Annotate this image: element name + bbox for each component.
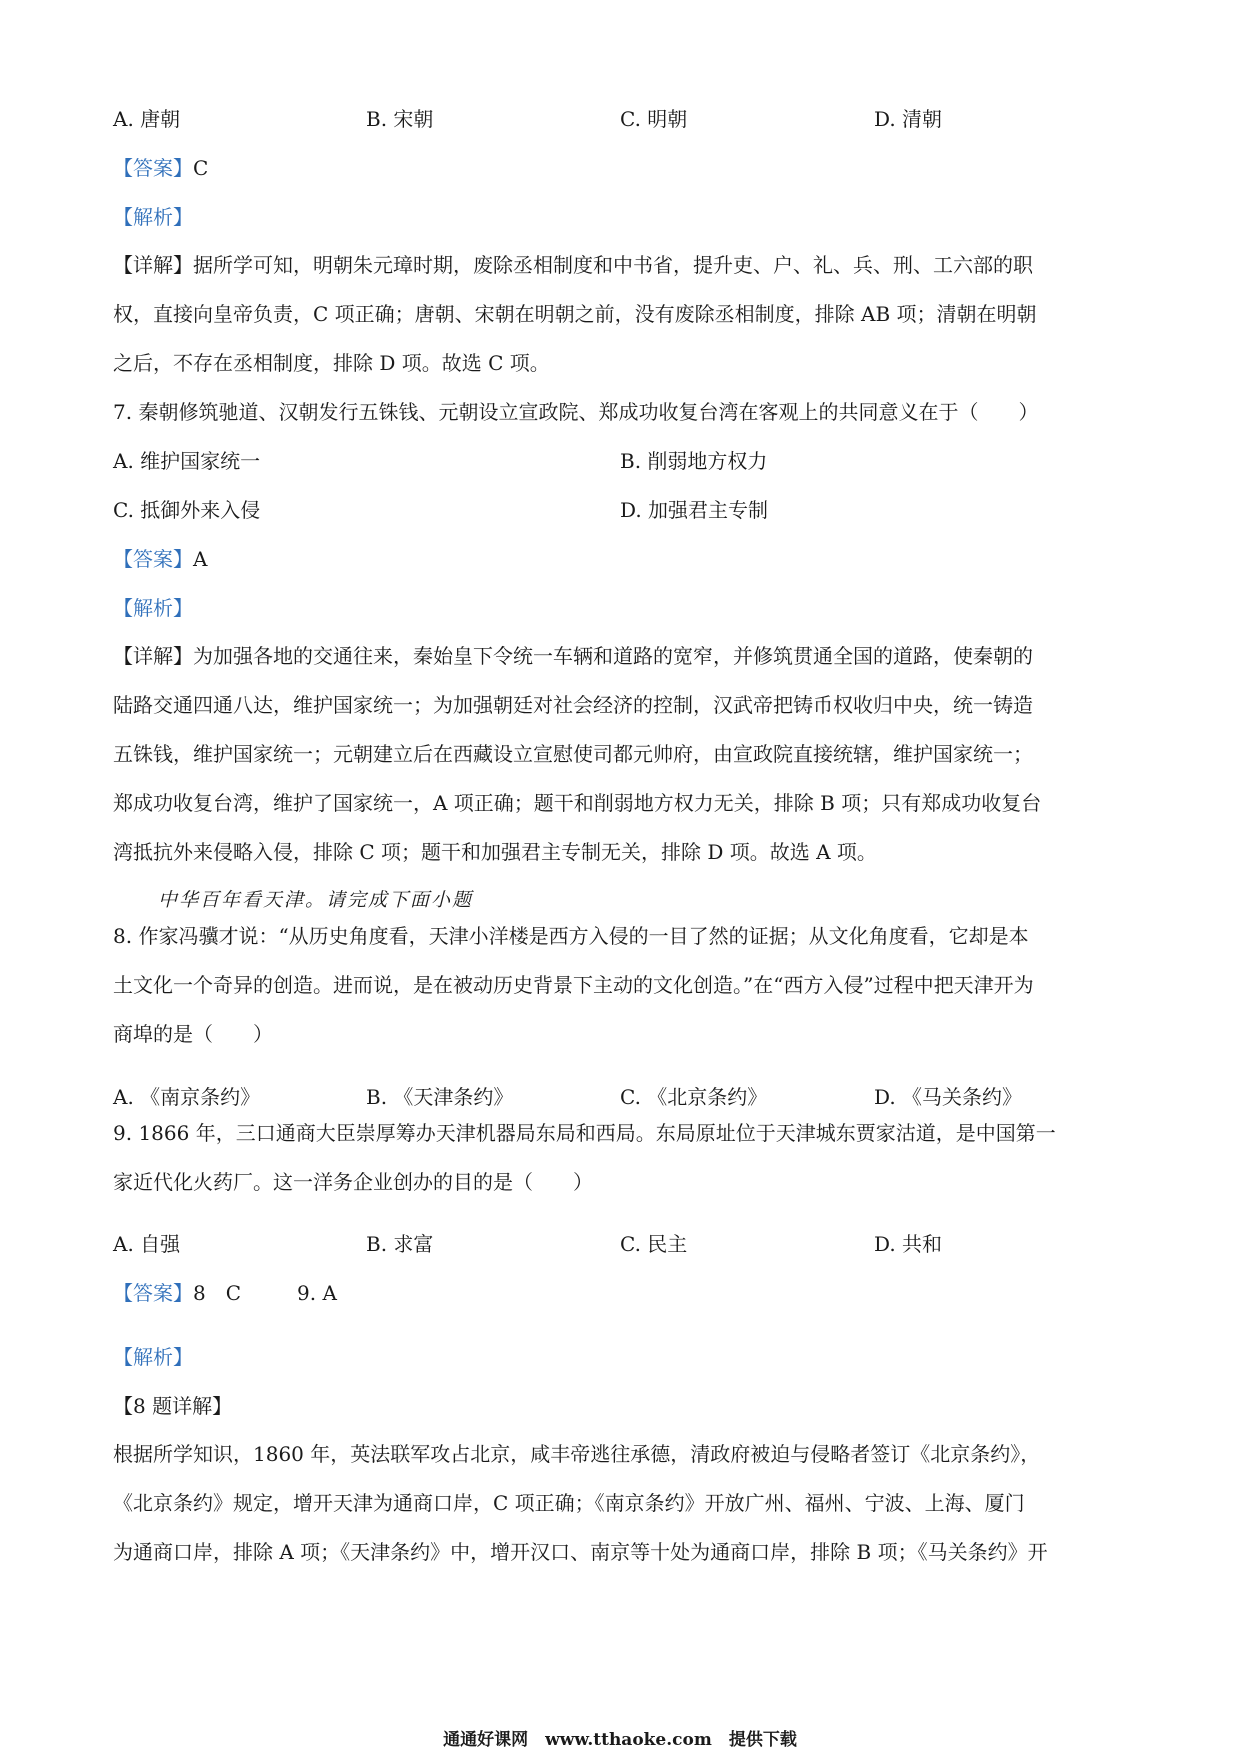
- detail-line: [113, 632, 1125, 681]
- stem-line: 土文化一个奇异的创造。进而说，是在被动历史背景下主动的文化创造。”在“西方入侵”过程中把天津开为: [113, 973, 1034, 997]
- q9-option-d: D. 共和: [874, 1232, 943, 1256]
- q7-detail: [113, 632, 1125, 877]
- answer-8: 8 C: [193, 1281, 242, 1305]
- q9-stem: [113, 1109, 1125, 1207]
- detail-text: 为加强各地的交通往来，秦始皇下令统一车辆和道路的宽窄，并修筑贯通全国的道路，使秦朝的: [193, 644, 1033, 668]
- q7-option-b: B. 削弱地方权力: [620, 449, 768, 473]
- analysis-tag: 【解析】: [113, 596, 193, 620]
- q6-option-b: B. 宋朝: [366, 107, 434, 131]
- analysis-tag: 【解析】: [113, 205, 193, 229]
- answer-9: 9. A: [297, 1281, 337, 1305]
- q6-option-c: C. 明朝: [620, 107, 688, 131]
- q8-stem: [113, 912, 1125, 1059]
- stem-line: 9. 1866 年，三口通商大臣崇厚筹办天津机器局东局和西局。东局原址位于天津城东贾家沽道，是中国第一: [113, 1121, 1056, 1145]
- detail-line: [113, 241, 1125, 290]
- q7-stem: 7. 秦朝修筑驰道、汉朝发行五铢钱、元朝设立宣政院、郑成功收复台湾在客观上的共同意义在于（ ）: [113, 400, 1039, 424]
- detail-line: 湾抵抗外来侵略入侵，排除 C 项；题干和加强君主专制无关，排除 D 项。故选 A 项。: [113, 840, 877, 864]
- q7-option-d: D. 加强君主专制: [620, 498, 769, 522]
- q8-detail-title: 【8 题详解】: [113, 1394, 233, 1418]
- answer-value: A: [193, 547, 208, 571]
- q8-option-a: A. 《南京条约》: [113, 1085, 261, 1109]
- q9-option-a: A. 自强: [113, 1232, 181, 1256]
- stem-line: 家近代化火药厂。这一洋务企业创办的目的是（ ）: [113, 1170, 593, 1194]
- answer-tag: 【答案】: [113, 1281, 193, 1305]
- q9-option-c: C. 民主: [620, 1232, 688, 1256]
- q6-option-a: A. 唐朝: [113, 107, 181, 131]
- q89-analysis-heading: [113, 1345, 193, 1369]
- answer-value: C: [193, 156, 209, 180]
- detail-line: 郑成功收复台湾，维护了国家统一，A 项正确；题干和削弱地方权力无关，排除 B 项；只有郑成功收复台: [113, 791, 1042, 815]
- answer-tag: 【答案】: [113, 547, 193, 571]
- q6-detail: [113, 241, 1125, 388]
- detail-line: 陆路交通四通八达，维护国家统一；为加强朝廷对社会经济的控制，汉武帝把铸币权收归中央，统一铸造: [113, 693, 1033, 717]
- q6-analysis-heading: [113, 205, 193, 229]
- detail-text: 据所学可知，明朝朱元璋时期，废除丞相制度和中书省，提升吏、户、礼、兵、刑、工六部的职: [193, 253, 1033, 277]
- detail-line: 权，直接向皇帝负责，C 项正确；唐朝、宋朝在明朝之前，没有废除丞相制度，排除 AB 项；清朝在明朝: [113, 302, 1037, 326]
- detail-tag: 【详解】: [113, 253, 193, 277]
- q7-option-a: A. 维护国家统一: [113, 449, 261, 473]
- q8-option-c: C. 《北京条约》: [620, 1085, 768, 1109]
- q7-answer: [113, 547, 207, 571]
- q6-option-d: D. 清朝: [874, 107, 943, 131]
- q6-answer: [113, 156, 208, 180]
- answer-tag: 【答案】: [113, 156, 193, 180]
- detail-line: 五铢钱，维护国家统一；元朝建立后在西藏设立宣慰使司都元帅府，由宣政院直接统辖，维护国家统一；: [113, 742, 1033, 766]
- detail-line: 根据所学知识，1860 年，英法联军攻占北京，咸丰帝逃往承德，清政府被迫与侵略者签订《北京条约》，: [113, 1442, 1041, 1466]
- group-intro: 中华百年看天津。请完成下面小题: [158, 889, 474, 911]
- analysis-tag: 【解析】: [113, 1345, 193, 1369]
- page-footer: 通通好课网 www.tthaoke.com 提供下载: [443, 1730, 797, 1750]
- detail-line: 之后，不存在丞相制度，排除 D 项。故选 C 项。: [113, 351, 550, 375]
- detail-tag: 【详解】: [113, 644, 193, 668]
- q8-detail: [113, 1430, 1125, 1577]
- stem-line: 商埠的是（ ）: [113, 1022, 273, 1046]
- q7-option-c: C. 抵御外来入侵: [113, 498, 261, 522]
- q7-analysis-heading: [113, 596, 193, 620]
- detail-line: 《北京条约》规定，增开天津为通商口岸，C 项正确；《南京条约》开放广州、福州、宁波、上海、厦门: [113, 1491, 1025, 1515]
- q8-option-d: D. 《马关条约》: [874, 1085, 1023, 1109]
- detail-line: 为通商口岸，排除 A 项；《天津条约》中，增开汉口、南京等十处为通商口岸，排除 B 项；《马关条约》开: [113, 1540, 1048, 1564]
- q8-option-b: B. 《天津条约》: [366, 1085, 514, 1109]
- q9-option-b: B. 求富: [366, 1232, 434, 1256]
- q89-answer: [113, 1281, 337, 1305]
- stem-line: 8. 作家冯骥才说：“从历史角度看，天津小洋楼是西方入侵的一目了然的证据；从文化角度看，它却是本: [113, 924, 1029, 948]
